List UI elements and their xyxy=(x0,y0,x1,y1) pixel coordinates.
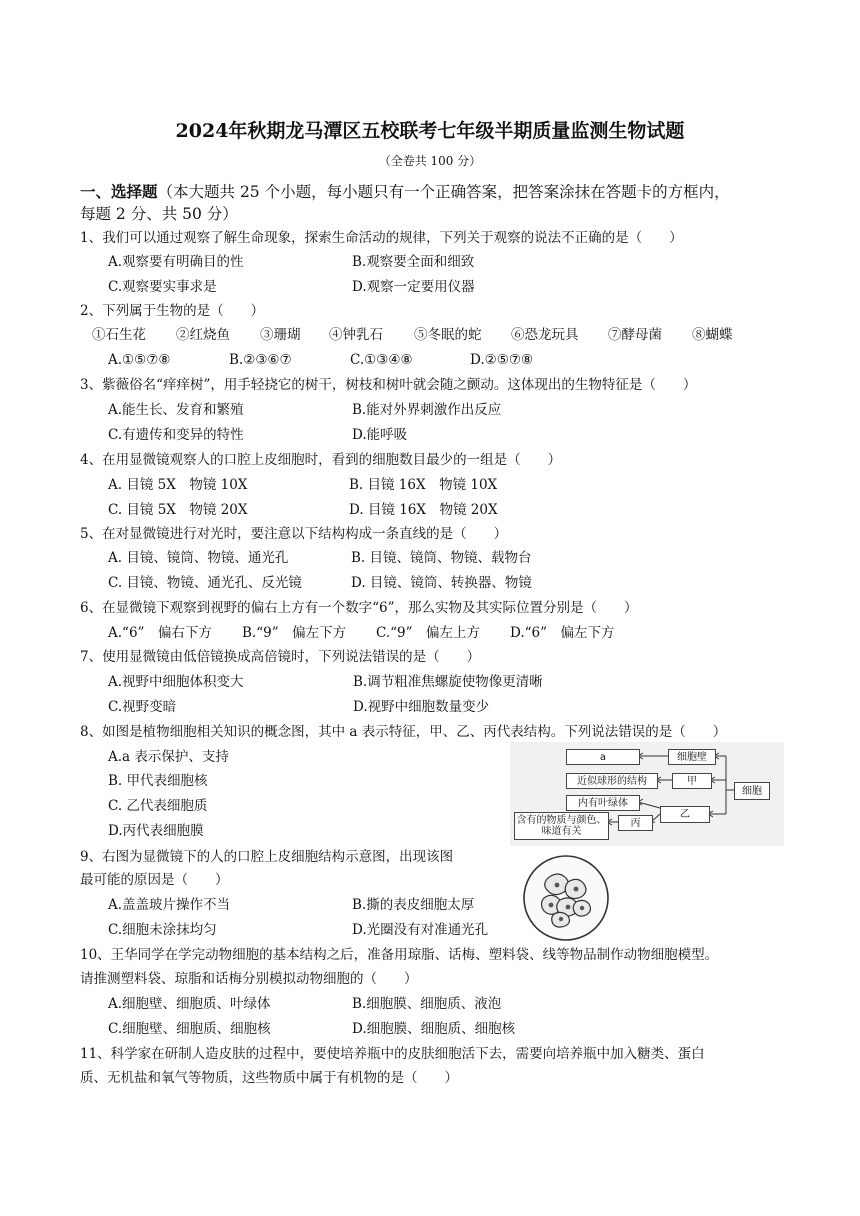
q8-option-a: A.a 表示保护、支持 xyxy=(108,749,229,765)
q9-option-b: B.撕的表皮细胞太厚 xyxy=(352,897,475,913)
q2-option-b: B.②③⑥⑦ xyxy=(229,352,292,368)
diagram-node-cell-wall: 细胞壁 xyxy=(668,749,716,765)
q10-option-d: D.细胞膜、细胞质、细胞核 xyxy=(352,1021,516,1037)
q2-stem: 2、下列属于生物的是（ ） xyxy=(80,303,265,319)
q10-stem-line-2: 请推测塑料袋、琼脂和话梅分别模拟动物细胞的（ ） xyxy=(80,971,418,987)
q3-option-c: C.有遗传和变异的特性 xyxy=(108,427,244,443)
section-desc-2: 每题 2 分、共 50 分） xyxy=(80,205,238,223)
q6-option-b: B.“9” 偏左下方 xyxy=(242,625,347,641)
q1-stem: 1、我们可以通过观察了解生命现象，探索生命活动的规律，下列关于观察的说法不正确的是（ ） xyxy=(80,230,683,246)
q4-option-d: D. 目镜 16X 物镜 20X xyxy=(349,502,498,518)
q3-option-d: D.能呼吸 xyxy=(352,427,408,443)
q2-item-1: ①石生花 xyxy=(92,327,146,343)
q4-option-b: B. 目镜 16X 物镜 10X xyxy=(349,477,498,493)
q2-item-5: ⑤冬眠的蛇 xyxy=(414,327,482,343)
q5-option-d: D. 目镜、镜筒、转换器、物镜 xyxy=(351,575,532,591)
q4-option-a: A. 目镜 5X 物镜 10X xyxy=(108,477,248,493)
q6-option-c: C.“9” 偏左上方 xyxy=(376,625,481,641)
q2-option-d: D.②⑤⑦⑧ xyxy=(470,352,534,368)
diagram-node-yi: 乙 xyxy=(660,806,710,823)
q7-stem: 7、使用显微镜由低倍镜换成高倍镜时，下列说法错误的是（ ） xyxy=(80,649,481,665)
q9-option-d: D.光圈没有对准通光孔 xyxy=(352,922,489,938)
total-score: （全卷共 100 分） xyxy=(378,154,482,168)
q5-stem: 5、在对显微镜进行对光时，要注意以下结构构成一条直线的是（ ） xyxy=(80,526,508,542)
q2-option-c: C.①③④⑧ xyxy=(350,352,413,368)
q5-option-c: C. 目镜、物镜、通光孔、反光镜 xyxy=(108,575,302,591)
q4-option-c: C. 目镜 5X 物镜 20X xyxy=(108,502,248,518)
q11-stem-line-1: 11、科学家在研制人造皮肤的过程中，要使培养瓶中的皮肤细胞活下去，需要向培养瓶中加入糖类、蛋白 xyxy=(80,1046,705,1062)
microscope-field-illustration xyxy=(520,852,612,944)
q7-option-a: A.视野中细胞体积变大 xyxy=(108,674,244,690)
section-desc-1: （本大题共 25 个小题，每小题只有一个正确答案，把答案涂抹在答题卡的方框内， xyxy=(157,183,730,201)
diagram-node-spherical-structure: 近似球形的结构 xyxy=(566,773,658,789)
q6-option-d: D.“6” 偏左下方 xyxy=(510,625,615,641)
q5-option-a: A. 目镜、镜筒、物镜、通光孔 xyxy=(108,550,289,566)
q5-option-b: B. 目镜、镜筒、物镜、载物台 xyxy=(351,550,532,566)
diagram-node-chloroplast: 内有叶绿体 xyxy=(566,795,640,811)
q3-option-b: B.能对外界刺激作出反应 xyxy=(352,402,502,418)
q2-item-2: ②红烧鱼 xyxy=(176,327,230,343)
q2-item-6: ⑥恐龙玩具 xyxy=(511,327,579,343)
q7-option-d: D.视野中细胞数量变少 xyxy=(353,699,490,715)
diagram-node-bing: 丙 xyxy=(618,815,653,831)
diagram-node-substances: 含有的物质与颜色、味道有关 xyxy=(514,812,609,840)
q1-option-c: C.观察要实事求是 xyxy=(108,279,217,295)
q2-item-4: ④钟乳石 xyxy=(329,327,383,343)
q10-option-c: C.细胞壁、细胞质、细胞核 xyxy=(108,1021,271,1037)
q6-option-a: A.“6” 偏右下方 xyxy=(108,625,212,641)
q8-option-d: D.丙代表细胞膜 xyxy=(108,823,204,839)
q10-option-b: B.细胞膜、细胞质、液泡 xyxy=(352,996,502,1012)
q8-option-c: C. 乙代表细胞质 xyxy=(108,798,208,814)
q6-stem: 6、在显微镜下观察到视野的偏右上方有一个数字“6”，那么实物及其实际位置分别是（ ） xyxy=(80,600,638,616)
q1-option-a: A.观察要有明确目的性 xyxy=(108,254,244,270)
section-label: 一、选择题 xyxy=(80,182,158,201)
q4-stem: 4、在用显微镜观察人的口腔上皮细胞时，看到的细胞数目最少的一组是（ ） xyxy=(80,452,562,468)
q1-option-d: D.观察一定要用仪器 xyxy=(352,279,475,295)
q9-option-a: A.盖盖玻片操作不当 xyxy=(108,897,231,913)
q3-stem: 3、紫薇俗名“痒痒树”，用手轻挠它的树干，树枝和树叶就会随之颤动。这体现出的生物特征是（ ） xyxy=(80,377,697,393)
diagram-node-cell: 细胞 xyxy=(734,782,770,800)
q3-option-a: A.能生长、发育和繁殖 xyxy=(108,402,244,418)
q11-stem-line-2: 质、无机盐和氧气等物质，这些物质中属于有机物的是（ ） xyxy=(80,1070,458,1086)
diagram-node-a: a xyxy=(566,749,640,765)
cell-concept-diagram xyxy=(510,742,784,846)
q7-option-b: B.调节粗准焦螺旋使物像更清晰 xyxy=(353,674,543,690)
q9-stem-line-1: 9、右图为显微镜下的人的口腔上皮细胞结构示意图，出现该图 xyxy=(80,849,454,865)
q8-option-b: B. 甲代表细胞核 xyxy=(108,773,208,789)
q9-option-c: C.细胞未涂抹均匀 xyxy=(108,922,217,938)
section-header xyxy=(80,183,730,201)
q2-item-7: ⑦酵母菌 xyxy=(608,327,662,343)
q8-stem: 8、如图是植物细胞相关知识的概念图，其中 a 表示特征，甲、乙、丙代表结构。下列说法错误的是（ ） xyxy=(80,724,727,740)
q10-stem-line-1: 10、王华同学在学完动物细胞的基本结构之后，准备用琼脂、话梅、塑料袋、线等物品制作动物细胞模型。 xyxy=(80,947,719,963)
q2-item-3: ③珊瑚 xyxy=(260,327,301,343)
q1-option-b: B.观察要全面和细致 xyxy=(352,254,475,270)
page-title: 2024年秋期龙马潭区五校联考七年级半期质量监测生物试题 xyxy=(175,120,685,142)
diagram-node-jia: 甲 xyxy=(672,773,712,789)
q9-stem-line-2: 最可能的原因是（ ） xyxy=(80,872,229,888)
q2-item-8: ⑧蝴蝶 xyxy=(692,327,733,343)
q2-option-a: A.①⑤⑦⑧ xyxy=(108,352,171,368)
q10-option-a: A.细胞壁、细胞质、叶绿体 xyxy=(108,996,271,1012)
q7-option-c: C.视野变暗 xyxy=(108,699,177,715)
